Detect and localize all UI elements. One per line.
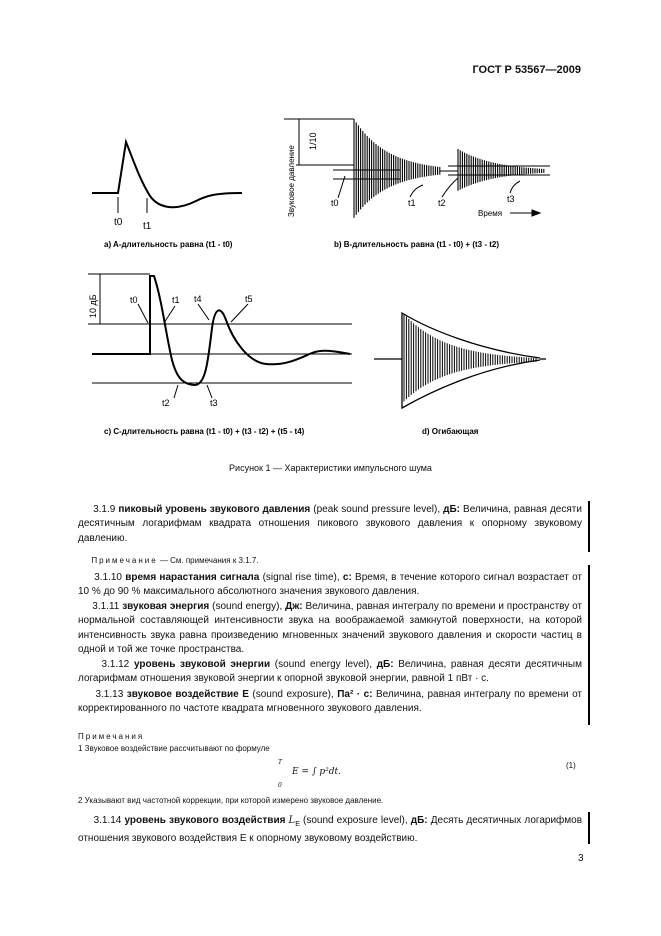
panel-c-t3: t3 xyxy=(210,398,218,408)
revision-bar xyxy=(588,812,590,844)
panel-a-t1: t1 xyxy=(143,221,152,232)
section-3-1-14: 3.1.14 уровень звукового воздействия $L_E$ (sound exposure level), дБ: Десять десятичных логарифмов отношения звукового воздействия E к опорному звуковому воздействию. xyxy=(78,815,583,845)
revision-bar xyxy=(588,565,590,602)
equation-number: (1) xyxy=(566,761,576,770)
impulse-noise-figure xyxy=(0,0,661,460)
formula: E = ∫ p²dt. xyxy=(292,767,341,777)
note-3-1-9: Примечание — См. примечания к 3.1.7. xyxy=(91,556,259,565)
caption-c: c) C-длительность равна (t1 - t0) + (t3 - t2) + (t5 - t4) xyxy=(104,427,305,436)
panel-c-t0: t0 xyxy=(130,295,138,305)
panel-b-time: Время xyxy=(478,209,503,218)
notes-heading: Примечания xyxy=(78,732,145,741)
page-number: 3 xyxy=(578,853,584,864)
note-1: 1 Звуковое воздействие рассчитывают по формуле xyxy=(78,744,270,753)
note-2: 2 Указывают вид частотной коррекции, при которой измерено звуковое давление. xyxy=(78,796,384,805)
caption-d: d) Огибающая xyxy=(422,427,479,436)
panel-b-t3: t3 xyxy=(507,194,515,204)
section-3-1-12: 3.1.12 уровень звуковой энергии (sound energy level), дБ: Величина, равная десяти десятичным логарифмам отношения звуковой энергии к опорной звуковой энергии, равной 1 пВт · с. xyxy=(78,659,582,685)
section-3-1-10: 3.1.10 время нарастания сигнала (signal rise time), с: Время, в течение которого сигнал возрастает от 10 % до 90 % максимального абсолютного значения звукового давления. xyxy=(78,572,583,598)
panel-b-1-10: 1/10 xyxy=(308,132,318,150)
panel-b-waveform xyxy=(354,119,544,218)
panel-c xyxy=(88,274,352,398)
standard-header: ГОСТ Р 53567—2009 xyxy=(472,64,581,76)
figure-caption: Рисунок 1 — Характеристики импульсного шума xyxy=(229,463,432,473)
revision-bar xyxy=(588,602,590,725)
panel-c-t2: t2 xyxy=(162,398,170,408)
integral-lower-limit: 0 xyxy=(278,782,282,789)
panel-b-t1: t1 xyxy=(408,198,416,208)
panel-d xyxy=(374,313,546,408)
caption-a: a) A-длительность равна (t1 - t0) xyxy=(104,240,233,249)
panel-c-10db: 10 дБ xyxy=(88,294,98,318)
revision-bar xyxy=(588,501,590,552)
panel-b-pressure: Звуковое давление xyxy=(287,145,296,217)
panel-a-t0: t0 xyxy=(114,217,123,228)
section-3-1-13: 3.1.13 звуковое воздействие E (sound exposure), Па² · с: Величина, равная интегралу по времени от корректированного по частоте квадрата мгновенного звукового давления. xyxy=(78,689,583,715)
panel-c-t5: t5 xyxy=(245,294,253,304)
panel-c-t4: t4 xyxy=(194,294,202,304)
panel-b-t2: t2 xyxy=(438,198,446,208)
panel-d-envelope xyxy=(404,314,536,401)
section-3-1-9: 3.1.9 пиковый уровень звукового давления (peak sound pressure level), дБ: Величина, равная десяти десятичным логарифмам квадрата отношения пикового звукового давления к опорному звуковому давлению. xyxy=(78,504,582,544)
panel-a xyxy=(92,142,242,213)
integral-upper-limit: T xyxy=(278,759,283,766)
panel-c-t1: t1 xyxy=(172,295,180,305)
panel-b-t0: t0 xyxy=(331,198,339,208)
section-3-1-11: 3.1.11 звуковая энергия (sound energy), Дж: Величина, равная интегралу по времени и пространству от нормальной составляющей интенсивности звука на воображаемой замкнутой поверхности, на которой интенсивность звука равна произведению мгновенных значений звукового давления и скорости частиц в одной и той же точке пространства. xyxy=(78,601,583,655)
caption-b: b) B-длительность равна (t1 - t0) + (t3 - t2) xyxy=(334,240,499,249)
